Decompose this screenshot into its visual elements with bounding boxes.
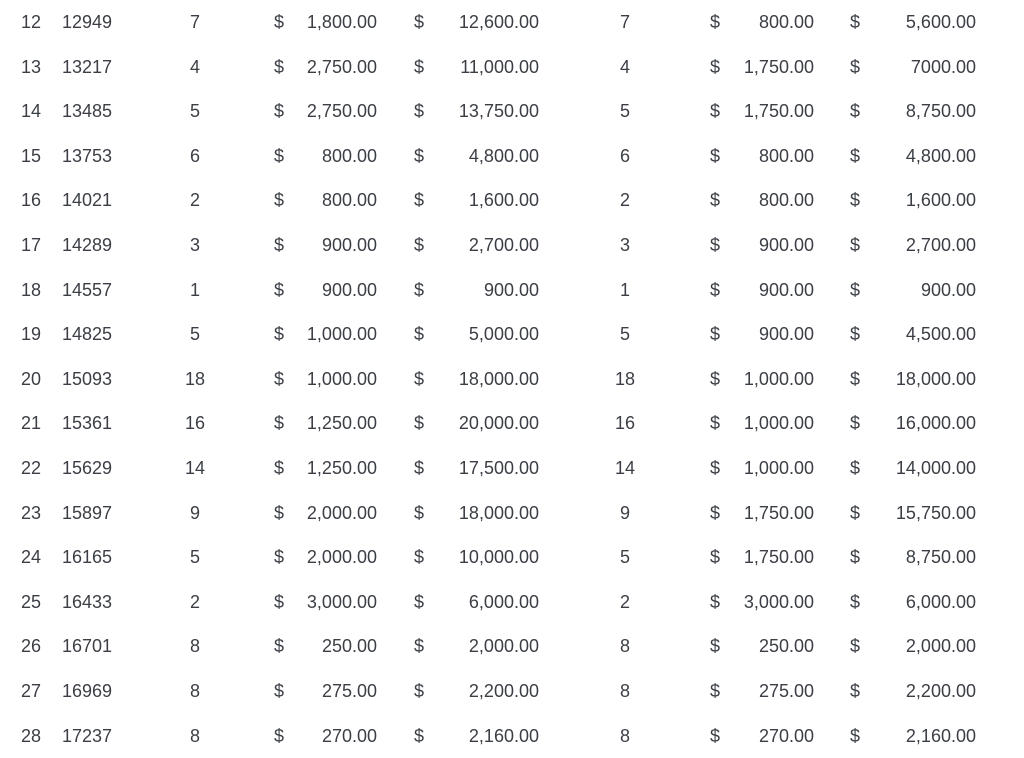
currency-symbol: $ [850,312,866,357]
currency-symbol: $ [274,535,290,580]
quantity-cell: 2 [170,580,220,625]
currency-symbol: $ [274,312,290,357]
currency-symbol: $ [710,624,726,669]
total-cell: 2,160.00 [430,714,539,758]
row-number: 24 [21,535,47,580]
total-cell: 17,500.00 [430,446,539,491]
total-cell: 13,750.00 [430,89,539,134]
quantity-cell: 5 [170,89,220,134]
total-cell-2: 1,600.00 [866,178,976,223]
unit-price-cell: 1,250.00 [290,446,377,491]
row-number: 12 [21,0,47,45]
item-id: 13485 [62,89,132,134]
item-id: 16969 [62,669,132,714]
row-number: 15 [21,134,47,179]
unit-price-cell-2: 1,000.00 [726,357,814,402]
table-row [0,223,1024,268]
currency-symbol: $ [850,268,866,313]
quantity-cell-2: 5 [600,535,650,580]
total-cell: 900.00 [430,268,539,313]
quantity-cell: 4 [170,45,220,90]
unit-price-cell-2: 800.00 [726,178,814,223]
unit-price-cell: 2,750.00 [290,45,377,90]
quantity-cell: 9 [170,491,220,536]
unit-price-cell-2: 900.00 [726,268,814,313]
currency-symbol: $ [710,580,726,625]
quantity-cell: 5 [170,312,220,357]
quantity-cell: 8 [170,714,220,758]
currency-symbol: $ [274,268,290,313]
currency-symbol: $ [274,491,290,536]
total-cell-2: 8,750.00 [866,535,976,580]
row-number: 20 [21,357,47,402]
total-cell-2: 4,500.00 [866,312,976,357]
currency-symbol: $ [414,0,430,45]
table-row [0,669,1024,714]
table-row [0,535,1024,580]
quantity-cell: 2 [170,178,220,223]
quantity-cell: 7 [170,0,220,45]
table-row [0,357,1024,402]
total-cell: 1,600.00 [430,178,539,223]
currency-symbol: $ [274,357,290,402]
unit-price-cell-2: 1,000.00 [726,446,814,491]
currency-symbol: $ [414,535,430,580]
currency-symbol: $ [850,535,866,580]
unit-price-cell-2: 1,750.00 [726,491,814,536]
unit-price-cell-2: 275.00 [726,669,814,714]
currency-symbol: $ [710,669,726,714]
unit-price-cell: 1,800.00 [290,0,377,45]
currency-symbol: $ [414,357,430,402]
total-cell: 4,800.00 [430,134,539,179]
unit-price-cell: 3,000.00 [290,580,377,625]
row-number: 16 [21,178,47,223]
currency-symbol: $ [274,624,290,669]
item-id: 15361 [62,401,132,446]
quantity-cell: 3 [170,223,220,268]
total-cell-2: 6,000.00 [866,580,976,625]
quantity-cell-2: 3 [600,223,650,268]
total-cell: 10,000.00 [430,535,539,580]
total-cell: 5,000.00 [430,312,539,357]
quantity-cell-2: 5 [600,89,650,134]
total-cell-2: 900.00 [866,268,976,313]
unit-price-cell: 270.00 [290,714,377,758]
unit-price-cell: 900.00 [290,223,377,268]
currency-symbol: $ [710,357,726,402]
quantity-cell: 8 [170,669,220,714]
unit-price-cell: 800.00 [290,178,377,223]
currency-symbol: $ [274,45,290,90]
total-cell: 20,000.00 [430,401,539,446]
row-number: 19 [21,312,47,357]
quantity-cell-2: 18 [600,357,650,402]
total-cell: 18,000.00 [430,357,539,402]
unit-price-cell: 2,000.00 [290,535,377,580]
total-cell-2: 8,750.00 [866,89,976,134]
item-id: 17237 [62,714,132,758]
currency-symbol: $ [414,268,430,313]
item-id: 12949 [62,0,132,45]
row-number: 13 [21,45,47,90]
total-cell-2: 5,600.00 [866,0,976,45]
table-row [0,0,1024,45]
unit-price-cell: 1,000.00 [290,312,377,357]
currency-symbol: $ [274,669,290,714]
currency-symbol: $ [274,89,290,134]
item-id: 13753 [62,134,132,179]
currency-symbol: $ [850,223,866,268]
total-cell: 18,000.00 [430,491,539,536]
currency-symbol: $ [710,446,726,491]
table-row [0,268,1024,313]
total-cell-2: 2,000.00 [866,624,976,669]
total-cell: 6,000.00 [430,580,539,625]
total-cell: 11,000.00 [430,45,539,90]
currency-symbol: $ [274,580,290,625]
quantity-cell: 1 [170,268,220,313]
unit-price-cell-2: 3,000.00 [726,580,814,625]
currency-symbol: $ [414,89,430,134]
unit-price-cell: 275.00 [290,669,377,714]
table-row [0,178,1024,223]
currency-symbol: $ [710,89,726,134]
row-number: 28 [21,714,47,758]
item-id: 14557 [62,268,132,313]
total-cell-2: 18,000.00 [866,357,976,402]
unit-price-cell-2: 900.00 [726,223,814,268]
unit-price-cell: 900.00 [290,268,377,313]
currency-symbol: $ [414,714,430,758]
total-cell-2: 16,000.00 [866,401,976,446]
currency-symbol: $ [414,401,430,446]
currency-symbol: $ [850,624,866,669]
item-id: 14289 [62,223,132,268]
currency-symbol: $ [414,312,430,357]
unit-price-cell-2: 800.00 [726,134,814,179]
currency-symbol: $ [850,669,866,714]
unit-price-cell-2: 270.00 [726,714,814,758]
quantity-cell: 5 [170,535,220,580]
unit-price-cell-2: 800.00 [726,0,814,45]
currency-symbol: $ [850,45,866,90]
quantity-cell-2: 5 [600,312,650,357]
currency-symbol: $ [710,268,726,313]
item-id: 16701 [62,624,132,669]
currency-symbol: $ [414,491,430,536]
unit-price-cell: 250.00 [290,624,377,669]
currency-symbol: $ [710,401,726,446]
row-number: 14 [21,89,47,134]
currency-symbol: $ [850,357,866,402]
currency-symbol: $ [414,446,430,491]
quantity-cell-2: 4 [600,45,650,90]
row-number: 25 [21,580,47,625]
table-row [0,134,1024,179]
currency-symbol: $ [274,446,290,491]
table-row [0,491,1024,536]
row-number: 22 [21,446,47,491]
item-id: 15897 [62,491,132,536]
currency-symbol: $ [710,134,726,179]
total-cell: 2,700.00 [430,223,539,268]
table-row [0,580,1024,625]
table-row [0,624,1024,669]
unit-price-cell-2: 1,750.00 [726,535,814,580]
total-cell-2: 14,000.00 [866,446,976,491]
row-number: 23 [21,491,47,536]
currency-symbol: $ [850,89,866,134]
table-row [0,89,1024,134]
item-id: 14825 [62,312,132,357]
currency-symbol: $ [414,580,430,625]
item-id: 14021 [62,178,132,223]
total-cell: 2,000.00 [430,624,539,669]
quantity-cell-2: 9 [600,491,650,536]
total-cell-2: 7000.00 [866,45,976,90]
quantity-cell: 14 [170,446,220,491]
total-cell: 2,200.00 [430,669,539,714]
currency-symbol: $ [710,0,726,45]
unit-price-cell: 1,000.00 [290,357,377,402]
unit-price-cell-2: 900.00 [726,312,814,357]
row-number: 26 [21,624,47,669]
currency-symbol: $ [850,446,866,491]
quantity-cell: 8 [170,624,220,669]
currency-symbol: $ [710,312,726,357]
currency-symbol: $ [274,714,290,758]
row-number: 27 [21,669,47,714]
currency-symbol: $ [274,134,290,179]
currency-symbol: $ [850,714,866,758]
table-row [0,401,1024,446]
quantity-cell-2: 16 [600,401,650,446]
quantity-cell-2: 2 [600,580,650,625]
row-number: 21 [21,401,47,446]
currency-symbol: $ [850,401,866,446]
currency-symbol: $ [274,0,290,45]
unit-price-cell: 2,750.00 [290,89,377,134]
currency-symbol: $ [414,223,430,268]
item-id: 13217 [62,45,132,90]
unit-price-cell-2: 1,750.00 [726,45,814,90]
currency-symbol: $ [850,134,866,179]
currency-symbol: $ [710,223,726,268]
table-row [0,714,1024,758]
quantity-cell-2: 8 [600,624,650,669]
currency-symbol: $ [850,0,866,45]
unit-price-cell: 1,250.00 [290,401,377,446]
total-cell: 12,600.00 [430,0,539,45]
currency-symbol: $ [274,223,290,268]
quantity-cell-2: 14 [600,446,650,491]
currency-symbol: $ [414,45,430,90]
currency-symbol: $ [710,491,726,536]
table-row [0,45,1024,90]
item-id: 16165 [62,535,132,580]
item-id: 16433 [62,580,132,625]
quantity-cell-2: 2 [600,178,650,223]
total-cell-2: 2,160.00 [866,714,976,758]
quantity-cell: 18 [170,357,220,402]
quantity-cell-2: 8 [600,669,650,714]
currency-symbol: $ [414,134,430,179]
currency-symbol: $ [274,401,290,446]
currency-symbol: $ [274,178,290,223]
quantity-cell-2: 7 [600,0,650,45]
quantity-cell-2: 8 [600,714,650,758]
unit-price-cell-2: 1,000.00 [726,401,814,446]
currency-symbol: $ [850,580,866,625]
item-id: 15093 [62,357,132,402]
currency-symbol: $ [710,714,726,758]
unit-price-cell-2: 1,750.00 [726,89,814,134]
currency-symbol: $ [850,178,866,223]
unit-price-cell: 800.00 [290,134,377,179]
currency-symbol: $ [414,669,430,714]
unit-price-cell: 2,000.00 [290,491,377,536]
row-number: 17 [21,223,47,268]
table-row [0,446,1024,491]
currency-symbol: $ [414,178,430,223]
item-id: 15629 [62,446,132,491]
quantity-cell: 6 [170,134,220,179]
total-cell-2: 2,200.00 [866,669,976,714]
currency-symbol: $ [710,45,726,90]
unit-price-cell-2: 250.00 [726,624,814,669]
currency-symbol: $ [414,624,430,669]
quantity-cell-2: 1 [600,268,650,313]
total-cell-2: 4,800.00 [866,134,976,179]
currency-symbol: $ [850,491,866,536]
quantity-cell: 16 [170,401,220,446]
currency-symbol: $ [710,178,726,223]
currency-symbol: $ [710,535,726,580]
total-cell-2: 2,700.00 [866,223,976,268]
quantity-cell-2: 6 [600,134,650,179]
total-cell-2: 15,750.00 [866,491,976,536]
table-row [0,312,1024,357]
row-number: 18 [21,268,47,313]
